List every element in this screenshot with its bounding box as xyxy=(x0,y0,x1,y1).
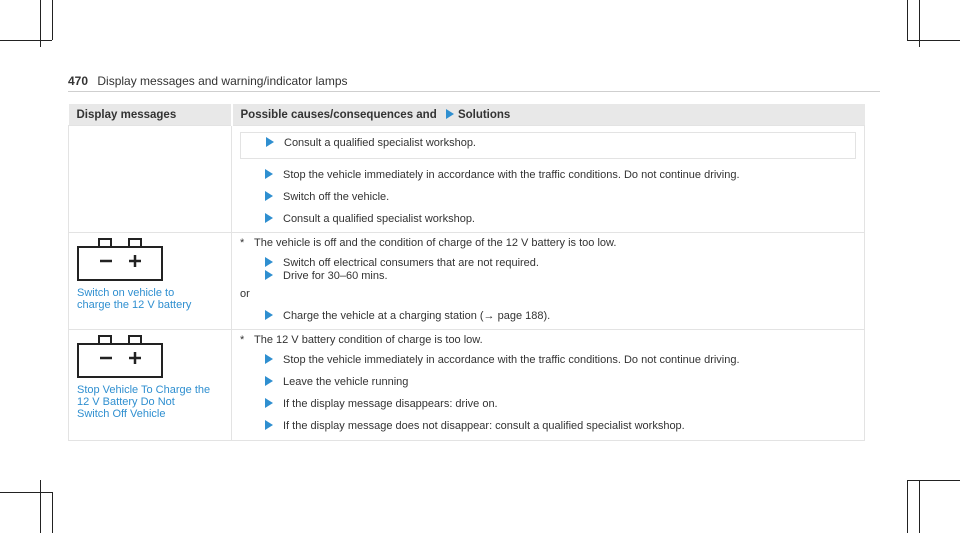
step-arrow-icon xyxy=(265,420,273,430)
crop-mark xyxy=(907,0,908,40)
cause-note: * The vehicle is off and the condition of charge of the 12 V battery is too low. xyxy=(240,237,617,249)
crop-mark xyxy=(0,40,52,41)
table-row xyxy=(69,330,865,441)
col-header-causes xyxy=(232,104,865,126)
step-arrow-icon xyxy=(265,257,273,267)
battery-icon xyxy=(77,237,163,281)
step-item: Drive for 30–60 mins. xyxy=(240,270,856,283)
table-row xyxy=(69,126,865,233)
crop-mark xyxy=(919,480,920,533)
solutions-cell xyxy=(232,126,865,233)
step-arrow-icon xyxy=(265,191,273,201)
message-cell xyxy=(69,233,232,330)
continued-step-box xyxy=(240,132,856,159)
or-text: or xyxy=(240,288,250,300)
table-header-row xyxy=(69,104,865,126)
step-arrow-icon xyxy=(265,169,273,179)
display-message-text: Stop Vehicle To Charge the 12 V Battery Do Not Switch Off Vehicle xyxy=(77,384,211,420)
crop-mark xyxy=(907,480,960,481)
step-item: Stop the vehicle immediately in accordance with the traffic conditions. Do not continue driving. xyxy=(240,169,856,182)
cause-note: * The 12 V battery condition of charge is too low. xyxy=(240,334,483,346)
crop-mark xyxy=(40,480,41,533)
crop-mark xyxy=(0,492,52,493)
step-arrow-icon xyxy=(265,354,273,364)
crop-mark xyxy=(907,480,908,533)
step-arrow-icon xyxy=(265,310,273,320)
step-item: Consult a qualified specialist workshop. xyxy=(241,137,855,150)
crop-mark xyxy=(52,0,53,40)
page-number: 470 xyxy=(68,74,89,88)
col-header-causes-label: Possible causes/consequences and xyxy=(240,108,437,121)
step-item: Charge the vehicle at a charging station (→ page 188). xyxy=(240,310,856,323)
step-item: Stop the vehicle immediately in accordance with the traffic conditions. Do not continue driving. xyxy=(240,354,856,367)
solutions-cell xyxy=(232,233,865,330)
message-cell xyxy=(69,330,232,441)
step-item: Switch off the vehicle. xyxy=(240,191,856,204)
battery-icon xyxy=(77,334,163,378)
display-messages-table xyxy=(68,104,865,441)
col-header-solutions-label: Solutions xyxy=(457,108,511,121)
header-divider xyxy=(68,91,880,92)
step-item: If the display message does not disappear: consult a qualified specialist workshop. xyxy=(240,420,856,433)
solutions-arrow-icon xyxy=(446,109,454,119)
page-header xyxy=(68,74,348,88)
step-item: Switch off electrical consumers that are not required. xyxy=(240,257,856,270)
table-row xyxy=(69,233,865,330)
step-item: Leave the vehicle running xyxy=(240,376,856,389)
crop-mark xyxy=(907,40,960,41)
crop-mark xyxy=(52,492,53,533)
page-header-title: Display messages and warning/indicator lamps xyxy=(97,74,348,88)
step-arrow-icon xyxy=(265,270,273,280)
step-item: If the display message disappears: drive on. xyxy=(240,398,856,411)
step-arrow-icon xyxy=(266,137,274,147)
solutions-cell xyxy=(232,330,865,441)
step-item: Consult a qualified specialist workshop. xyxy=(240,213,856,226)
step-arrow-icon xyxy=(265,213,273,223)
step-arrow-icon xyxy=(265,398,273,408)
col-header-display-messages: Display messages xyxy=(69,104,232,126)
message-cell-empty xyxy=(69,126,232,233)
display-message-text: Switch on vehicle to charge the 12 V battery xyxy=(77,287,192,311)
step-arrow-icon xyxy=(265,376,273,386)
